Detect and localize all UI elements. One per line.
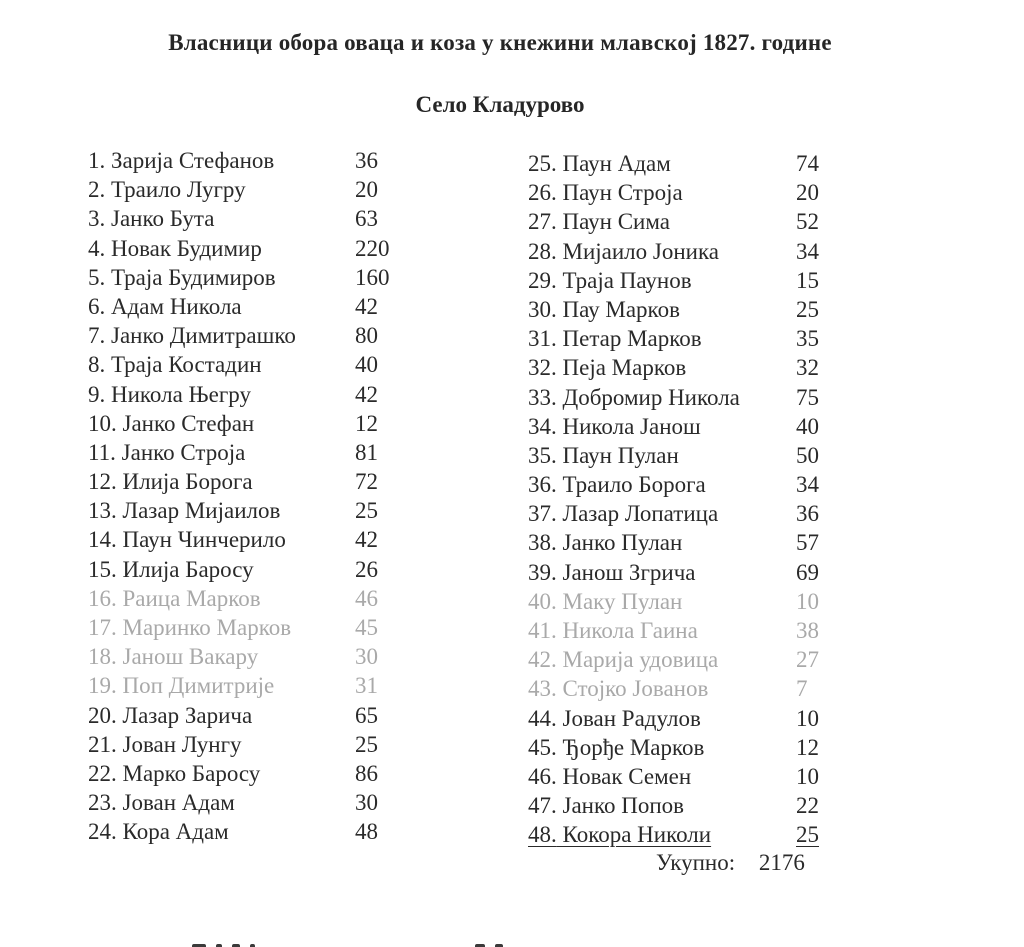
owner-name: Јанко Попов [562, 793, 685, 819]
entry-number: 16. [88, 585, 117, 611]
entry-number: 24. [88, 819, 117, 845]
entry-label [528, 266, 692, 295]
owner-name: Пау Марков [562, 296, 680, 322]
entry-label [528, 674, 708, 703]
entry-number: 6. [88, 293, 106, 319]
entry-number: 47. [528, 793, 557, 819]
owner-name: Зарија Стефанов [111, 148, 275, 173]
flock-count: 36 [355, 148, 378, 173]
entry-number: 10. [88, 410, 117, 436]
list-item [88, 671, 378, 700]
flock-count: 12 [355, 410, 378, 436]
owner-name: Пеја Марков [562, 355, 687, 381]
flock-count: 20 [355, 177, 378, 203]
entry-number: 37. [528, 501, 557, 527]
entry-number: 21. [88, 731, 117, 757]
entry-number: 45. [528, 734, 557, 760]
owner-name: Новак Семен [562, 763, 692, 789]
owner-name: Никола Јанош [562, 413, 701, 439]
entry-label [88, 263, 276, 292]
owner-name: Јован Лунгу [122, 731, 242, 757]
flock-count: 42 [355, 293, 378, 319]
list-item [528, 441, 819, 470]
flock-count: 42 [355, 381, 378, 407]
entry-number: 23. [88, 790, 117, 816]
owner-name: Кокора Николи [562, 822, 712, 848]
list-item [88, 701, 378, 730]
list-item [88, 204, 378, 233]
list-item [528, 762, 819, 791]
flock-count: 63 [355, 206, 378, 232]
flock-count: 36 [796, 501, 819, 527]
entry-number: 2. [88, 177, 106, 203]
entry-number: 28. [528, 238, 557, 264]
flock-count: 80 [355, 323, 378, 349]
flock-count: 26 [355, 556, 378, 582]
flock-count: 10 [796, 763, 819, 789]
list-item [528, 820, 819, 849]
owner-name: Адам Никола [111, 293, 242, 319]
total-label: Укупно: [656, 850, 736, 875]
flock-count: 72 [355, 469, 378, 495]
owner-name: Паун Строја [562, 180, 683, 206]
entry-label [528, 324, 702, 353]
entry-number: 1. [88, 148, 106, 173]
entry-number: 14. [88, 527, 117, 553]
document-title: Власници обора оваца и коза у кнежини млавској 1827. године [168, 30, 832, 55]
flock-count: 7 [796, 676, 808, 702]
owner-name: Паун Чинчерило [122, 527, 286, 553]
entry-number: 30. [528, 296, 557, 322]
entry-label [88, 204, 214, 233]
entry-number: 46. [528, 763, 557, 789]
flock-count: 57 [796, 530, 819, 556]
entry-number: 38. [528, 530, 557, 556]
flock-count: 10 [796, 705, 819, 731]
entry-number: 9. [88, 381, 106, 407]
list-item [88, 613, 378, 642]
list-item [88, 234, 390, 263]
entry-number: 11. [88, 439, 116, 465]
entry-number: 17. [88, 615, 117, 640]
flock-count: 52 [796, 209, 819, 235]
flock-count: 20 [796, 180, 819, 206]
list-item [528, 616, 819, 645]
flock-count: 27 [796, 647, 819, 673]
entry-number: 40. [528, 588, 557, 614]
entry-label [88, 292, 242, 321]
entry-label [528, 499, 718, 528]
entry-number: 39. [528, 559, 557, 585]
list-item [528, 470, 819, 499]
entry-number: 7. [88, 323, 106, 349]
entry-label [528, 733, 704, 762]
entry-number: 15. [88, 556, 117, 582]
owner-name: Траја Костадин [111, 352, 262, 378]
flock-count: 40 [796, 413, 819, 439]
flock-count: 25 [355, 498, 378, 524]
entry-number: 43. [528, 676, 557, 702]
list-item [528, 295, 819, 324]
entry-label [528, 820, 711, 849]
entry-number: 33. [528, 384, 557, 410]
entry-number: 36. [528, 472, 557, 498]
entry-number: 27. [528, 209, 557, 235]
entry-label [88, 817, 229, 846]
flock-count: 30 [355, 790, 378, 816]
list-item [88, 788, 378, 817]
list-item [528, 207, 819, 236]
flock-count: 30 [355, 644, 378, 670]
flock-count: 46 [355, 585, 378, 611]
entry-label [88, 584, 261, 613]
flock-count: 48 [355, 819, 378, 845]
entry-label [88, 438, 245, 467]
flock-count: 45 [355, 615, 378, 640]
flock-count: 22 [796, 793, 819, 819]
list-item [528, 383, 819, 412]
flock-count: 25 [796, 296, 819, 322]
entry-label [88, 321, 296, 350]
entry-label [528, 587, 682, 616]
owner-name: Добромир Никола [562, 384, 740, 410]
entry-number: 19. [88, 673, 117, 699]
entry-label [88, 146, 274, 175]
entry-label [88, 467, 253, 496]
owner-list-left [88, 146, 390, 847]
owner-name: Јанко Димитрашко [111, 323, 296, 349]
list-item [528, 528, 819, 557]
flock-count: 160 [355, 264, 390, 290]
entry-number: 18. [88, 644, 117, 670]
entry-label [88, 613, 291, 642]
entry-number: 29. [528, 267, 557, 293]
list-item [88, 263, 390, 292]
entry-label [528, 295, 680, 324]
owner-name: Кора Адам [122, 819, 229, 845]
flock-count: 31 [355, 673, 378, 699]
list-item [528, 674, 808, 703]
flock-count: 65 [355, 702, 378, 728]
flock-count: 25 [796, 822, 819, 848]
entry-label [88, 642, 258, 671]
entry-number: 34. [528, 413, 557, 439]
owner-name: Марија удовица [562, 647, 719, 673]
entry-number: 35. [528, 442, 557, 468]
owner-name: Маринко Марков [122, 615, 292, 640]
flock-count: 50 [796, 442, 819, 468]
list-item [88, 525, 378, 554]
list-item [88, 642, 378, 671]
flock-count: 42 [355, 527, 378, 553]
entry-label [88, 759, 260, 788]
entry-label [528, 762, 691, 791]
flock-count: 69 [796, 559, 819, 585]
entry-label [88, 234, 262, 263]
entry-number: 31. [528, 326, 557, 352]
owner-name: Илија Борога [122, 469, 253, 495]
flock-count: 34 [796, 472, 819, 498]
entry-label [88, 350, 262, 379]
owner-name: Паун Сима [562, 209, 670, 235]
owner-name: Јанош Згрича [562, 559, 696, 585]
entry-label [88, 555, 254, 584]
owner-name: Траило Борога [562, 472, 706, 498]
flock-count: 74 [796, 151, 819, 176]
list-item [528, 733, 819, 762]
entry-label [88, 671, 274, 700]
owner-name: Ђорђе Марков [562, 734, 705, 760]
list-item [528, 237, 819, 266]
entry-label [528, 353, 686, 382]
owner-name: Лазар Мијаилов [122, 498, 281, 524]
owner-name: Стојко Јованов [562, 676, 709, 702]
flock-count: 15 [796, 267, 819, 293]
entry-label [528, 616, 698, 645]
entry-number: 20. [88, 702, 117, 728]
owner-name: Маку Пулан [562, 588, 683, 614]
entry-label [88, 701, 252, 730]
list-item [528, 266, 819, 295]
flock-count: 34 [796, 238, 819, 264]
entry-label [528, 558, 695, 587]
flock-count: 38 [796, 618, 819, 643]
owner-name: Илија Баросу [122, 556, 254, 582]
entry-label [528, 528, 682, 557]
owner-name: Јован Адам [122, 790, 235, 816]
owner-name: Лазар Лопатица [562, 501, 719, 527]
flock-count: 35 [796, 326, 819, 352]
cut-off-text-line [192, 935, 552, 947]
entry-label [528, 704, 701, 733]
owner-name: Раица Марков [122, 585, 261, 611]
entry-number: 26. [528, 180, 557, 206]
list-item [528, 149, 819, 178]
list-item [528, 353, 819, 382]
entry-label [88, 788, 235, 817]
entry-label [528, 207, 670, 236]
list-item [528, 178, 819, 207]
owner-name: Лазар Зарича [122, 702, 253, 728]
entry-number: 32. [528, 355, 557, 381]
entry-number: 48. [528, 822, 557, 848]
list-item [528, 499, 819, 528]
list-item [528, 587, 819, 616]
entry-number: 41. [528, 618, 557, 643]
owner-name: Јанко Бута [111, 206, 215, 232]
owner-name: Поп Димитрије [122, 673, 275, 699]
entry-number: 44. [528, 705, 557, 731]
entry-number: 22. [88, 760, 117, 786]
owner-name: Траја Будимиров [111, 264, 276, 290]
list-item [88, 409, 378, 438]
owner-name: Петар Марков [562, 326, 702, 352]
entry-number: 25. [528, 151, 557, 176]
owner-name: Паун Адам [562, 151, 671, 176]
document-subtitle: Село Кладурово [415, 92, 585, 117]
list-item [88, 467, 378, 496]
list-item [528, 704, 819, 733]
entry-label [88, 409, 254, 438]
entry-number: 13. [88, 498, 117, 524]
entry-label [88, 525, 286, 554]
list-item [88, 584, 378, 613]
flock-count: 25 [355, 731, 378, 757]
list-item [88, 817, 378, 846]
list-item [88, 555, 378, 584]
list-item [528, 645, 819, 674]
flock-count: 32 [796, 355, 819, 381]
entry-label [528, 237, 719, 266]
entry-label [88, 380, 251, 409]
owner-name: Јанко Строја [121, 439, 246, 465]
list-item [88, 292, 378, 321]
entry-label [528, 470, 706, 499]
owner-name: Јован Радулов [562, 705, 701, 731]
list-item [528, 791, 819, 820]
owner-name: Јанко Стефан [122, 410, 255, 436]
list-item [88, 438, 378, 467]
list-item [528, 558, 819, 587]
owner-name: Мијаило Јоника [562, 238, 719, 264]
owner-name: Паун Пулан [562, 442, 679, 468]
entry-number: 8. [88, 352, 106, 378]
entry-label [528, 645, 718, 674]
list-item [88, 350, 378, 379]
list-item [88, 380, 378, 409]
total-line [656, 850, 805, 876]
entry-number: 42. [528, 647, 557, 673]
flock-count: 75 [796, 384, 819, 410]
flock-count: 220 [355, 235, 390, 261]
entry-label [88, 730, 242, 759]
flock-count: 86 [355, 760, 378, 786]
owner-list-right [528, 149, 819, 850]
flock-count: 12 [796, 734, 819, 760]
list-item [88, 730, 378, 759]
list-item [88, 759, 378, 788]
entry-label [528, 383, 740, 412]
entry-label [528, 149, 671, 178]
list-item [528, 324, 819, 353]
entry-number: 4. [88, 235, 106, 261]
entry-label [528, 791, 684, 820]
list-item [528, 412, 819, 441]
list-item [88, 175, 378, 204]
owner-name: Никола Гаина [562, 618, 698, 643]
list-item [88, 321, 378, 350]
entry-number: 5. [88, 264, 106, 290]
entry-label [88, 175, 246, 204]
flock-count: 10 [796, 588, 819, 614]
flock-count: 40 [355, 352, 378, 378]
list-item [88, 496, 378, 525]
owner-name: Траја Паунов [562, 267, 692, 293]
entry-number: 12. [88, 469, 117, 495]
owner-name: Јанош Вакару [122, 644, 259, 670]
owner-name: Новак Будимир [111, 235, 262, 261]
total-value: 2176 [758, 850, 805, 875]
owner-name: Траило Лугру [111, 177, 246, 203]
owner-name: Никола Његру [111, 381, 251, 407]
entry-number: 3. [88, 206, 106, 232]
entry-label [528, 412, 701, 441]
entry-label [528, 178, 683, 207]
owner-name: Јанко Пулан [562, 530, 683, 556]
entry-label [88, 496, 280, 525]
entry-label [528, 441, 679, 470]
list-item [88, 146, 378, 175]
flock-count: 81 [355, 439, 378, 465]
owner-name: Марко Баросу [122, 760, 261, 786]
